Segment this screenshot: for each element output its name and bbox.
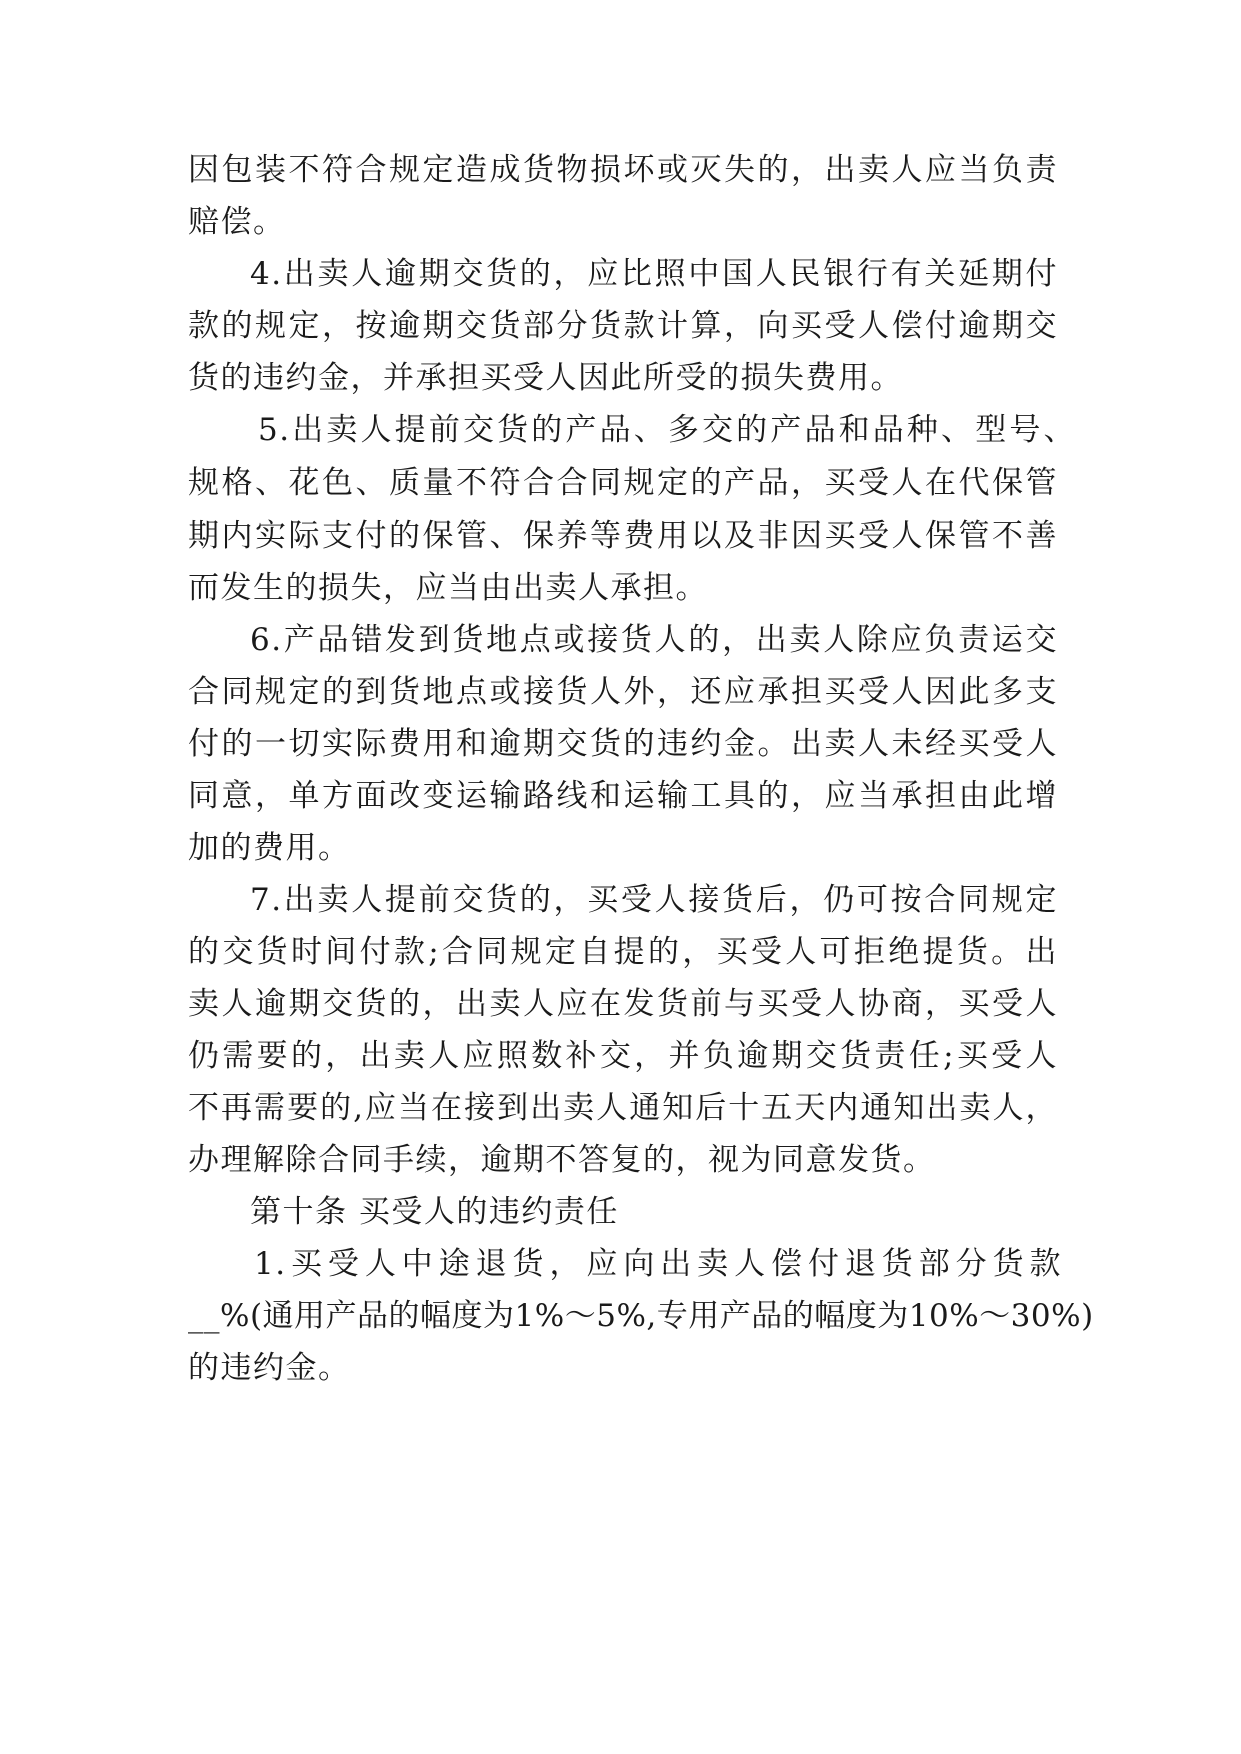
text-line: 的违约金。 (188, 1350, 351, 1386)
text-line: 付的一切实际费用和逾期交货的违约金。出卖人未经买受人 (188, 726, 1058, 762)
section-heading: 第十条 买受人的违约责任 (250, 1194, 619, 1230)
text-line: 4.出卖人逾期交货的，应比照中国人民银行有关延期付 (250, 256, 1058, 292)
text-line: 仍需要的，出卖人应照数补交，并负逾期交货责任;买受人 (188, 1038, 1058, 1074)
text-line: 1.买受人中途退货，应向出卖人偿付退货部分货款 (254, 1246, 1062, 1282)
text-line: 同意，单方面改变运输路线和运输工具的，应当承担由此增 (188, 778, 1058, 814)
text-line: 款的规定，按逾期交货部分货款计算，向买受人偿付逾期交 (188, 308, 1058, 344)
text-line: 6.产品错发到货地点或接货人的，出卖人除应负责运交 (250, 622, 1058, 658)
text-line: 而发生的损失，应当由出卖人承担。 (188, 570, 708, 606)
text-line: 因包装不符合规定造成货物损坏或灭失的，出卖人应当负责 (188, 152, 1058, 188)
text-line: __%(通用产品的幅度为1%～5%,专用产品的幅度为10%～30%) (188, 1298, 1094, 1334)
text-line: 5.出卖人提前交货的产品、多交的产品和品种、型号、 (258, 412, 1076, 448)
text-line: 的交货时间付款;合同规定自提的，买受人可拒绝提货。出 (188, 934, 1058, 970)
text-line: 货的违约金，并承担买受人因此所受的损失费用。 (188, 360, 903, 396)
text-line: 赔偿。 (188, 204, 286, 240)
text-line: 合同规定的到货地点或接货人外，还应承担买受人因此多支 (188, 674, 1058, 710)
text-line: 期内实际支付的保管、保养等费用以及非因买受人保管不善 (188, 518, 1058, 554)
text-line: 规格、花色、质量不符合合同规定的产品，买受人在代保管 (188, 465, 1058, 501)
text-line: 7.出卖人提前交货的，买受人接货后，仍可按合同规定 (250, 882, 1058, 918)
text-line: 加的费用。 (188, 830, 351, 866)
text-line: 办理解除合同手续，逾期不答复的，视为同意发货。 (188, 1142, 936, 1178)
text-line: 卖人逾期交货的，出卖人应在发货前与买受人协商，买受人 (188, 986, 1058, 1022)
text-line: 不再需要的,应当在接到出卖人通知后十五天内通知出卖人， (188, 1090, 1058, 1126)
